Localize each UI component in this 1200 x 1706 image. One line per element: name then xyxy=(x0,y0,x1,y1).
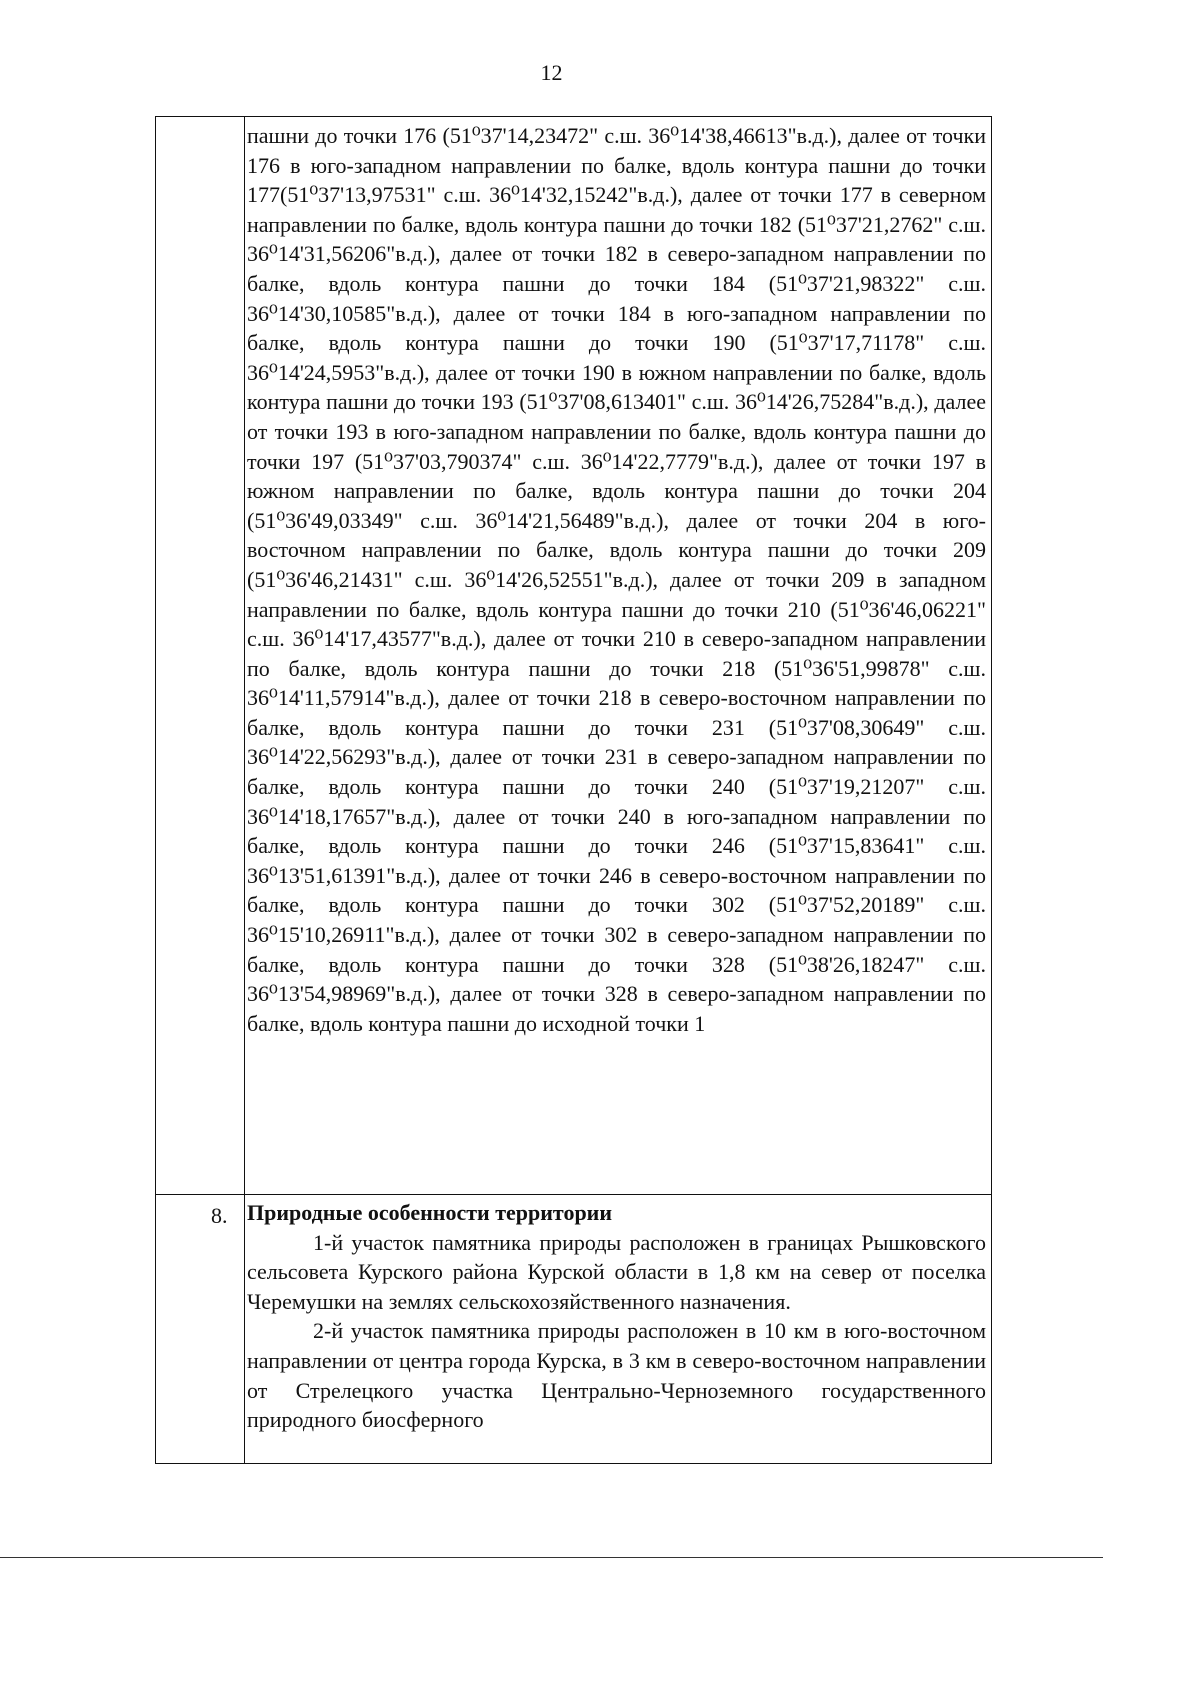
row-divider xyxy=(156,1194,991,1195)
document-table xyxy=(155,116,992,1464)
boundary-description-text: пашни до точки 176 (51⁰37'14,23472" с.ш. 36⁰14'38,46613"в.д.), далее от точки 176 в юго-западном направлении по балке, вдоль контура пашни до точки 177(51⁰37'13,97531" с.ш. 36⁰14'32,15242"в.д.), далее от точки 177 в северном направлении по балке, вдоль контура пашни до точки 182 (51⁰37'21,2762" с.ш. 36⁰14'31,56206"в.д.), далее от точки 182 в северо-западном направлении по балке, вдоль контура пашни до точки 184 (51⁰37'21,98322" с.ш. 36⁰14'30,10585"в.д.), далее от точки 184 в юго-западном направлении по балке, вдоль контура пашни до точки 190 (51⁰37'17,71178" с.ш. 36⁰14'24,5953"в.д.), далее от точки 190 в южном направлении по балке, вдоль контура пашни до точки 193 (51⁰37'08,613401" с.ш. 36⁰14'26,75284"в.д.), далее от точки 193 в юго-западном направлении по балке, вдоль контура пашни до точки 197 (51⁰37'03,790374" с.ш. 36⁰14'22,7779"в.д.), далее от точки 197 в южном направлении по балке, вдоль контура пашни до точки 204 (51⁰36'49,03349" с.ш. 36⁰14'21,56489"в.д.), далее от точки 204 в юго-восточном направлении по балке, вдоль контура пашни до точки 209 (51⁰36'46,21431" с.ш. 36⁰14'26,52551"в.д.), далее от точки 209 в западном направлении по балке, вдоль контура пашни до точки 210 (51⁰36'46,06221" с.ш. 36⁰14'17,43577"в.д.), далее от точки 210 в северо-западном направлении по балке, вдоль контура пашни до точки 218 (51⁰36'51,99878" с.ш. 36⁰14'11,57914"в.д.), далее от точки 218 в северо-восточном направлении по балке, вдоль контура пашни до точки 231 (51⁰37'08,30649" с.ш. 36⁰14'22,56293"в.д.), далее от точки 231 в северо-западном направлении по балке, вдоль контура пашни до точки 240 (51⁰37'19,21207" с.ш. 36⁰14'18,17657"в.д.), далее от точки 240 в юго-западном направлении по балке, вдоль контура пашни до точки 246 (51⁰37'15,83641" с.ш. 36⁰13'51,61391"в.д.), далее от точки 246 в северо-восточном направлении по балке, вдоль контура пашни до точки 302 (51⁰37'52,20189" с.ш. 36⁰15'10,26911"в.д.), далее от точки 302 в северо-западном направлении по балке, вдоль контура пашни до точки 328 (51⁰38'26,18247" с.ш. 36⁰13'54,98969"в.д.), далее от точки 328 в северо-западном направлении по балке, вдоль контура пашни до исходной точки 1 xyxy=(247,123,986,1036)
natural-features-cell xyxy=(247,1198,986,1435)
column-divider xyxy=(244,117,245,1463)
paragraph-site-2: 2-й участок памятника природы расположен в 10 км в юго-восточном направлении от центра города Курска, в 3 км в северо-восточном направлении от Стрелецкого участка Центрально-Черноземного государственного природного биосферного xyxy=(247,1318,986,1433)
row-number: 8. xyxy=(211,1203,228,1228)
scan-edge-line xyxy=(0,1557,1103,1558)
section-heading: Природные особенности территории xyxy=(247,1200,613,1225)
page-number: 12 xyxy=(540,60,563,85)
boundary-description-cell xyxy=(247,121,986,1038)
paragraph-site-1: 1-й участок памятника природы расположен в границах Рышковского сельсовета Курского района Курской области в 1,8 км на север от поселка Черемушки на землях сельскохозяйственного назначения. xyxy=(247,1229,986,1314)
